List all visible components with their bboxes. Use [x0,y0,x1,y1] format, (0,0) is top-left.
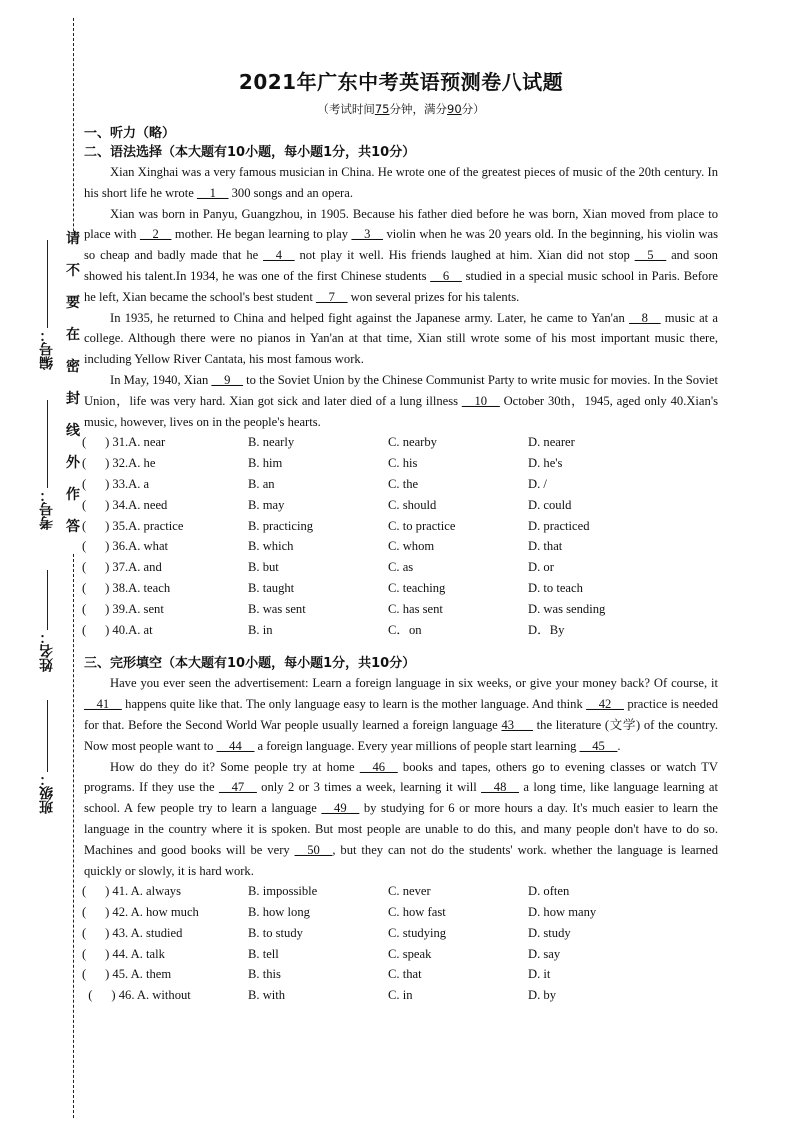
option-b[interactable]: B. tell [248,946,279,961]
option-b[interactable]: B. in [248,622,273,637]
question-row [82,474,718,495]
option-d[interactable]: D. study [528,925,571,940]
blank-44[interactable]: __44__ [216,738,255,753]
option-c[interactable]: C. in [388,988,413,1003]
option-d[interactable]: D. it [528,967,551,982]
blank-41[interactable]: __41__ [84,697,122,712]
option-c[interactable]: C. that [388,967,422,982]
blank-5[interactable]: __5__ [634,248,667,263]
option-d[interactable]: D. / [528,476,547,491]
exam-time: 75 [374,102,390,116]
seal-char: 封 [66,391,80,407]
cloze-passage-p2: How do they do it? Some people try at home __46__ books and tapes, others go to evening classes or watch TV programs. If they use the __47__ only 2 or 3 times a week, learning it will __48__ a long time, like language learning at school. A few people try to learn a language __49__ by studying for 6 or more hours a day. It's much easier to learn the language in the country where it is spoken. But most people are unable to do this, and many people don't have to do so. Machines and good books will be very __50__, but they can not do the students' work. whether the language is learned quickly or slowly, it is hard work. [84,759,718,878]
seal-char: 答 [66,519,80,535]
option-c[interactable]: C. speak [388,946,432,961]
blank-2[interactable]: __2__ [139,227,172,242]
question-row [82,432,718,453]
exam-info-text: 分钟，满分 [389,102,447,116]
question-row [82,620,718,641]
exam-number-line[interactable] [47,400,48,488]
blank-9[interactable]: __9__ [211,372,243,387]
section-listening-heading: 一、听力（略） [84,126,176,141]
blank-49[interactable]: __49__ [321,801,360,816]
option-c[interactable]: C. studying [388,925,447,940]
question-row [82,557,718,578]
option-b[interactable]: B. which [248,539,294,554]
option-d[interactable]: D．By [528,622,565,637]
option-b[interactable]: B. him [248,456,283,471]
option-a[interactable]: ( ) 42. A. how much [82,905,199,920]
seal-char: 在 [66,327,80,343]
class-field [30,700,64,814]
option-b[interactable]: B. to study [248,925,303,940]
blank-43[interactable]: 43___ [501,717,533,732]
seal-margin [0,0,84,1123]
exam-info [84,101,718,117]
option-a[interactable]: ( ) 39.A. sent [82,601,164,616]
class-label: 班级： [39,772,55,814]
option-a[interactable]: ( ) 40.A. at [82,622,153,637]
id-number-field [30,240,64,370]
section-grammar-heading: 二、语法选择（本大题有10小题，每小题1分，共10分） [84,145,416,160]
option-c[interactable]: C．on [388,622,422,637]
id-number-line[interactable] [47,240,48,328]
section-cloze-heading: 三、完形填空（本大题有10小题，每小题1分，共10分） [84,656,416,672]
option-a[interactable]: ( ) 36.A. what [82,539,169,554]
seal-warning [63,232,83,552]
option-c[interactable]: C. has sent [388,601,443,616]
option-a[interactable]: ( ) 32.A. he [82,456,156,471]
exam-number-label: 考号： [39,488,55,530]
blank-47[interactable]: __47__ [219,780,257,795]
option-d[interactable]: D. by [528,988,556,1003]
exam-info-text: 分） [461,102,485,116]
class-line[interactable] [47,700,48,772]
grammar-passage-p3: In 1935, he returned to China and helped fight against the Japanese army. Later, he came to Yan'an __8__ music at a college. Although there were no pianos in Yan'an at that time, Xian still wrote some of his most important music there, including Yellow River Cantata, his most famous work. [84,310,718,367]
option-c[interactable]: C. never [388,884,431,899]
blank-4[interactable]: __4__ [263,248,295,263]
question-row [82,453,718,474]
option-c[interactable]: C. nearby [388,435,437,450]
option-d[interactable]: D. that [528,539,563,554]
seal-dashed-line [73,18,74,1118]
option-a[interactable]: ( ) 44. A. talk [82,946,165,961]
seal-char: 密 [66,359,80,375]
question-row [82,516,718,537]
blank-42[interactable]: __42__ [586,697,624,712]
option-c[interactable]: C. to practice [388,518,456,533]
blank-48[interactable]: __48__ [481,780,519,795]
option-c[interactable]: C. teaching [388,580,446,595]
option-d[interactable]: D. was sending [528,601,606,616]
blank-3[interactable]: __3__ [351,227,383,242]
question-row [82,964,718,985]
option-a[interactable]: ( ) 45. A. them [82,967,172,982]
option-a[interactable]: ( ) 35.A. practice [82,518,184,533]
option-c[interactable]: C. the [388,476,419,491]
page-title: 2021年广东中考英语预测卷八试题 [238,70,564,94]
seal-char: 线 [66,423,80,439]
question-row [82,881,718,902]
id-number-label: 编号： [39,328,55,370]
question-row [82,536,718,557]
option-b[interactable]: B. may [248,497,285,512]
option-a[interactable]: ( ) 33.A. a [82,476,150,491]
option-b[interactable]: B. was sent [248,601,306,616]
option-b[interactable]: B. taught [248,580,295,595]
blank-7[interactable]: __7__ [316,289,348,304]
option-a[interactable]: ( ) 46. A. without [82,988,191,1003]
exam-content [84,66,718,1006]
option-b[interactable]: B. impossible [248,884,318,899]
option-d[interactable]: D. say [528,946,561,961]
question-row [82,578,718,599]
seal-char: 要 [66,295,80,311]
question-row [82,944,718,965]
option-c[interactable]: C. as [388,560,414,575]
name-line[interactable] [47,570,48,630]
name-label: 姓名： [39,630,55,672]
option-d[interactable]: D. practiced [528,518,590,533]
option-c[interactable]: C. should [388,497,437,512]
grammar-passage-p4: In May, 1940, Xian __9__ to the Soviet Union by the Chinese Communist Party to write music for movies. In the Soviet Union，life was very hard. Xian got sick and later died of a lung illness __10__ October 30th，1945, aged only 40.Xian's music, however, lives on in the people's hearts. [84,372,718,429]
cloze-passage-p1: Have you ever seen the advertisement: Learn a foreign language in six weeks, or give your money back? Of course, it __41__ happens quite like that. The only language easy to learn is the mother language. And think __42__ practice is needed for that. Before the Second World War people usually learned a foreign language 43___ the literature (文学) of the country. Now most people want to __44__ a foreign language. Every year millions of people start learning __45__. [84,676,718,753]
question-row [82,599,718,620]
blank-46[interactable]: __46__ [359,759,398,774]
option-b[interactable]: B. how long [248,905,310,920]
exam-score: 90 [447,102,462,116]
option-b[interactable]: B. nearly [248,435,295,450]
blank-6[interactable]: __6__ [430,268,462,283]
question-row [82,923,718,944]
option-c[interactable]: C. his [388,456,418,471]
cloze-questions [82,881,718,1006]
seal-char: 请 [66,231,80,247]
option-a[interactable]: ( ) 37.A. and [82,560,162,575]
name-field [30,570,64,672]
grammar-passage-p2: Xian was born in Panyu, Guangzhou, in 1905. Because his father died before he was born, Xian moved from place to place with __2__ mother. He began learning to play __3__ violin when he was 20 years old. In the beginning, his violin was so cheap and badly made that he __4__ not play it well. His friends laughed at him. Xian did not stop __5__ and soon showed his talent.In 1934, he was one of the first Chinese students __6__ studied in a special music school in Paris. Before he left, Xian became the school's best student __7__ won several prizes for his talents. [84,206,718,304]
question-row [82,985,718,1006]
seal-char: 不 [66,263,80,279]
option-b[interactable]: B. with [248,988,286,1003]
option-b[interactable]: B. an [248,476,275,491]
option-d[interactable]: D. nearer [528,435,575,450]
blank-45[interactable]: __45__ [579,738,618,753]
question-row [82,902,718,923]
grammar-passage-p1: Xian Xinghai was a very famous musician in China. He wrote one of the greatest pieces of music of the 20th century. In his short life he wrote __1__ 300 songs and an opera. [84,165,718,200]
option-c[interactable]: C. how fast [388,905,446,920]
option-a[interactable]: ( ) 38.A. teach [82,580,171,595]
option-d[interactable]: D. he's [528,456,563,471]
option-d[interactable]: D. often [528,884,570,899]
exam-info-text: （考试时间 [317,102,375,116]
option-d[interactable]: D. could [528,497,572,512]
seal-char: 作 [66,487,80,503]
blank-50[interactable]: __50__ [294,842,333,857]
option-a[interactable]: ( ) 34.A. need [82,497,168,512]
seal-char: 外 [66,455,80,471]
question-row [82,495,718,516]
exam-number-field [30,400,64,530]
option-a[interactable]: ( ) 31.A. near [82,435,166,450]
option-b[interactable]: B. practicing [248,518,314,533]
option-d[interactable]: D. or [528,560,554,575]
blank-8[interactable]: __8__ [629,310,661,325]
blank-1[interactable]: __1__ [196,185,229,200]
grammar-questions [82,432,718,640]
option-a[interactable]: ( ) 43. A. studied [82,925,183,940]
option-a[interactable]: ( ) 41. A. always [82,884,181,899]
option-b[interactable]: B. but [248,560,279,575]
blank-10[interactable]: __10__ [461,393,500,408]
option-c[interactable]: C. whom [388,539,435,554]
option-d[interactable]: D. to teach [528,580,583,595]
option-d[interactable]: D. how many [528,905,597,920]
option-b[interactable]: B. this [248,967,281,982]
